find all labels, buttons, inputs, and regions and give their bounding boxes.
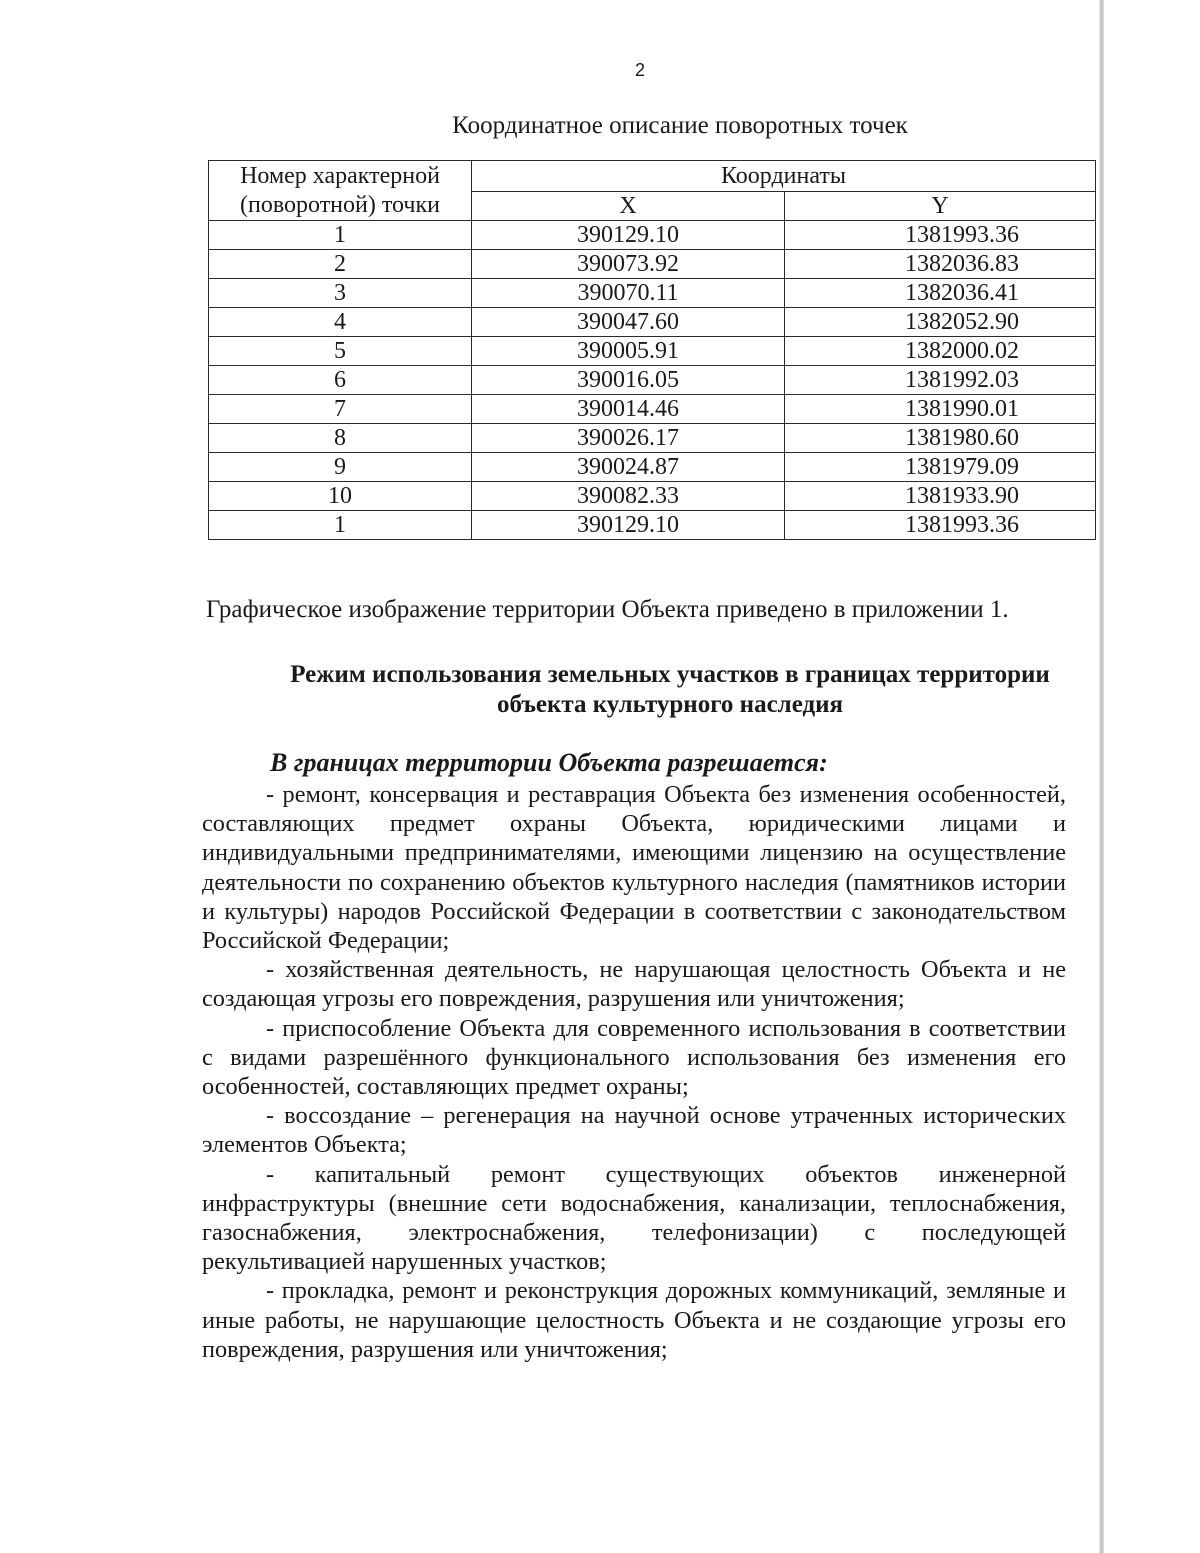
allowed-list [202,780,1066,1364]
y-coordinate-cell: 1382052.90 [785,308,1096,337]
coordinates-header: Координаты [472,161,1096,192]
y-coordinate-cell: 1381993.36 [785,221,1096,250]
point-number-header: Номер характерной (поворотной) точки [209,161,472,221]
table-row [209,511,1096,540]
x-coordinate-cell: 390129.10 [472,511,785,540]
graphic-note: Графическое изображение территории Объекта приведено в приложении 1. [206,596,1009,623]
table-row [209,250,1096,279]
x-coordinate-cell: 390026.17 [472,424,785,453]
point-number-cell: 6 [209,366,472,395]
y-coordinate-cell: 1382036.83 [785,250,1096,279]
x-coordinate-cell: 390005.91 [472,337,785,366]
x-coordinate-cell: 390082.33 [472,482,785,511]
table-row [209,366,1096,395]
point-number-cell: 1 [209,221,472,250]
y-header: Y [785,192,1096,221]
point-number-cell: 1 [209,511,472,540]
point-number-cell: 2 [209,250,472,279]
scan-edge [1099,0,1104,1553]
table-row [209,279,1096,308]
table-row [209,453,1096,482]
table-row [209,482,1096,511]
table-row [209,221,1096,250]
allowed-item: - ремонт, консервация и реставрация Объекта без изменения особенностей, составляющих предмет охраны Объекта, юридическими лицами и индивидуальными предпринимателями, имеющими лицензию на осуществление деятельности по сохранению объектов культурного наследия (памятников истории и культуры) народов Российской Федерации в соответствии с законодательством Российской Федерации; [202,781,1066,955]
allowed-item: - воссоздание – регенерация на научной основе утраченных исторических элементов Объекта; [202,1102,1066,1159]
table-row [209,308,1096,337]
y-coordinate-cell: 1381933.90 [785,482,1096,511]
page-number: 2 [634,60,645,80]
coordinates-table [208,160,1096,540]
x-coordinate-cell: 390047.60 [472,308,785,337]
table-title: Координатное описание поворотных точек [452,112,908,139]
point-number-cell: 8 [209,424,472,453]
allowed-heading: В границах территории Объекта разрешается: [270,748,828,777]
x-coordinate-cell: 390073.92 [472,250,785,279]
point-number-cell: 4 [209,308,472,337]
section-heading: Режим использования земельных участков в границах территории объекта культурного наследия [290,661,1050,718]
y-coordinate-cell: 1382036.41 [785,279,1096,308]
table-row [209,424,1096,453]
point-number-cell: 5 [209,337,472,366]
point-number-cell: 3 [209,279,472,308]
allowed-item: - хозяйственная деятельность, не нарушающая целостность Объекта и не создающая угрозы его повреждения, разрушения или уничтожения; [202,956,1066,1013]
y-coordinate-cell: 1381979.09 [785,453,1096,482]
point-number-cell: 9 [209,453,472,482]
y-coordinate-cell: 1381993.36 [785,511,1096,540]
allowed-item: - приспособление Объекта для современного использования в соответствии с видами разрешённого функционального использования без изменения его особенностей, составляющих предмет охраны; [202,1014,1066,1101]
point-number-cell: 7 [209,395,472,424]
table-row [209,337,1096,366]
x-coordinate-cell: 390016.05 [472,366,785,395]
y-coordinate-cell: 1381980.60 [785,424,1096,453]
coordinates-table-body [209,221,1096,540]
point-number-cell: 10 [209,482,472,511]
x-coordinate-cell: 390014.46 [472,395,785,424]
allowed-item: - капитальный ремонт существующих объектов инженерной инфраструктуры (внешние сети водоснабжения, канализации, теплоснабжения, газоснабжения, электроснабжения, телефонизации) с последующей рекультивацией нарушенных участков; [202,1160,1066,1276]
x-coordinate-cell: 390024.87 [472,453,785,482]
x-coordinate-cell: 390070.11 [472,279,785,308]
y-coordinate-cell: 1381990.01 [785,395,1096,424]
x-coordinate-cell: 390129.10 [472,221,785,250]
table-row [209,395,1096,424]
y-coordinate-cell: 1381992.03 [785,366,1096,395]
allowed-item: - прокладка, ремонт и реконструкция дорожных коммуникаций, земляные и иные работы, не нарушающие целостность Объекта и не создающие угрозы его повреждения, разрушения или уничтожения; [202,1277,1066,1363]
y-coordinate-cell: 1382000.02 [785,337,1096,366]
x-header: X [472,192,785,221]
